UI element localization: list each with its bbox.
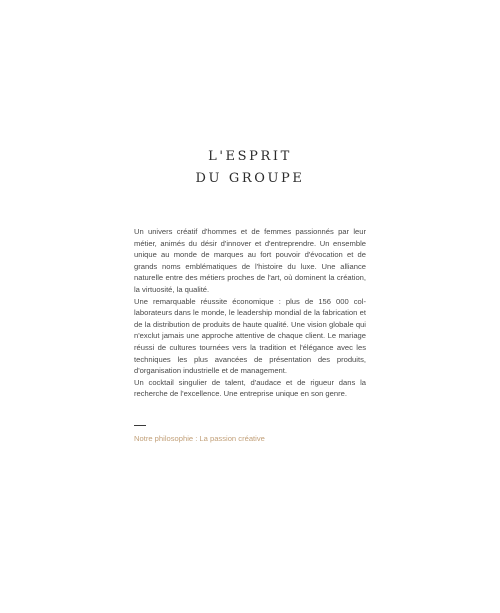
- page-title-line-1: L'ESPRIT: [208, 149, 292, 164]
- divider: [134, 425, 146, 426]
- intro-text: [134, 226, 366, 400]
- philosophy-link[interactable]: Notre philosophie : La passion créative: [134, 434, 265, 443]
- intro-paragraph-1: Un univers créatif d'hommes et de femmes passionnés par leur métier, animés du désir d'innover et d'entreprendre. Un ensemble unique au monde de marques au fort pouvoir d'évocation et de grands noms emblématiques de l'histoire du luxe. Une alliance naturelle entre des métiers proches de l'art, où dominent la création, la virtuosité, la qualité.: [134, 227, 366, 294]
- page-title: [0, 146, 500, 190]
- page-title-line-2: DU GROUPE: [195, 171, 305, 186]
- intro-paragraph-2: Une remarquable réussite économique : plus de 156 000 col-laborateurs dans le monde, le leadership mondial de la fabrication et de la distribution de produits de haute qualité. Une vision globale qui n'exclut jamais une approche attentive de chaque client. Le mariage réussi de cultures tournées vers la tradition et l'élégance avec les techniques les plus avancées de présentation des produits, d'organisation industrielle et de management.: [134, 296, 366, 376]
- intro-paragraph-3: Un cocktail singulier de talent, d'audace et de rigueur dans la recherche de l'excellence. Une entreprise unique en son genre.: [134, 377, 366, 399]
